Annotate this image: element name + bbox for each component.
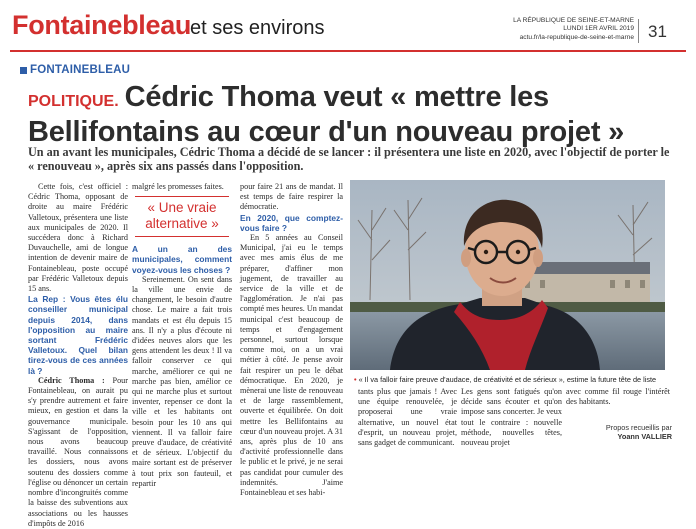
signature-label: Propos recueillis par bbox=[605, 423, 672, 432]
publication-date: LUNDI 1ER AVRIL 2019 bbox=[563, 25, 634, 33]
author-name: Yoann VALLIER bbox=[617, 432, 672, 441]
page-header bbox=[0, 0, 696, 52]
answer-1 bbox=[28, 376, 128, 529]
caption-text: « Il va falloir faire preuve d'audace, de créativité et de sérieux », estime la future tête de liste bbox=[358, 375, 657, 384]
speaker-name: Cédric Thoma : bbox=[38, 375, 105, 385]
continuation-text: malgré les promesses faites. bbox=[132, 182, 224, 191]
section-square-icon bbox=[20, 67, 27, 74]
masthead-subtitle: et ses environs bbox=[190, 17, 325, 39]
article-kicker: POLITIQUE. bbox=[28, 93, 119, 110]
caption-bullet-icon: • bbox=[354, 375, 357, 384]
answer-2: Sereinement. On sent dans la ville une envie de changement, le besoin d'autre chose. Le maire a fait trois mandats et est élu depuis 15 ans. Il n'y a plus d'écoute ni d'idées neuves alors que les gens attendent les deux ! Il va falloir conserver ce qui marche, améliorer ce qui ne marche pas bien, amélior ce qui ne marche plus et surtout inventer, repenser ce dont la ville et les habitants ont besoin pour les 10 ans qui viennent. Il va falloir faire preuve d'audace, de créativité et de sérieux. L'objectif du maire sortant est de préserver à tout prix son fauteuil, et repartir bbox=[132, 274, 232, 488]
article-column-4 bbox=[358, 387, 457, 448]
column-6-text: avec comme fil rouge l'intérêt des habitants. bbox=[566, 387, 670, 407]
article-column-2 bbox=[132, 182, 232, 489]
intertitle-box: « Une vraie alternative » bbox=[135, 196, 229, 237]
headline-text: Cédric Thoma veut « mettre les Bellifontains au cœur d'un nouveau projet » bbox=[28, 81, 625, 148]
publication-name: LA RÉPUBLIQUE DE SEINE-ET-MARNE bbox=[513, 17, 634, 24]
question-1: La Rep : Vous êtes élu conseiller municipal depuis 2014, dans l'opposition au maire sortant Frédéric Valletoux. Quel bilan tirez-vous de ces années là ? bbox=[28, 294, 128, 376]
answer-3: En 5 années au Conseil Municipal, j'ai eu le temps avec mes amis élus de me préparer, d'affiner mon jugement, de travailler au service de la ville et de l'agglomération. Je n'ai pas compté mes heures. Un mandat municipal c'est beaucoup de temps et d'engagement personnel, surtout lorsque comme moi, on a un vrai métier à côté. Je pense avoir fait respirer un peu le débat démocratique. En 2020, je mènerai une liste de renouveau et de large rassemblement, ouverte et équilibrée. On doit mettre les Bellifontains au cœur d'un nouveau projet. A 31 ans, après plus de 10 ans d'activité professionnelle dans le public et le privé, je ne serai pas candidat pour cumuler des indemnités. J'aime Fontainebleau et ses habi- bbox=[240, 233, 343, 498]
portrait-photo bbox=[350, 180, 665, 370]
header-divider bbox=[638, 19, 639, 43]
article-column-6 bbox=[566, 387, 670, 407]
page-number: 31 bbox=[648, 22, 667, 41]
section-tag bbox=[20, 64, 130, 76]
article-column-1 bbox=[28, 182, 128, 529]
publication-url: actu.fr/la-republique-de-seine-et-marne bbox=[519, 33, 634, 41]
photo-caption bbox=[354, 375, 674, 384]
question-2: A un an des municipales, comment voyez-vous les choses ? bbox=[132, 244, 232, 275]
masthead-title: Fontainebleau bbox=[12, 10, 192, 40]
portrait-illustration bbox=[350, 180, 665, 370]
article-column-3 bbox=[240, 182, 343, 498]
publication-info bbox=[513, 17, 634, 42]
column-4-text: tants plus que jamais ! Avec une équipe renouvelée, je proposerai une vraie alternative, un nouvel état d'esprit, un nouveau projet, sans gadget de communicant. bbox=[358, 387, 457, 448]
article-headline bbox=[28, 82, 688, 148]
question-3: En 2020, que comptez-vous faire ? bbox=[240, 212, 343, 233]
section-label: FONTAINEBLEAU bbox=[30, 64, 131, 76]
column-5-text: Les gens sont fatigués qu'on décide sans écouter et qu'on impose sans concerter. Je veux tout le contraire : nouvelle méthode, nouvelles têtes, nouveau projet bbox=[461, 387, 562, 448]
continuation-text: pour faire 21 ans de mandat. Il est temps de faire respirer la démocratie. bbox=[240, 182, 343, 212]
article-column-5 bbox=[461, 387, 562, 448]
header-rule bbox=[10, 50, 686, 52]
intro-paragraph: Cette fois, c'est officiel : Cédric Thoma, opposant de droite au maire Frédéric Valletoux, présentera une liste aux municipales de 2020. Il succédera donc à Richard Duvauchelle, ami de longue intention de devenir maire de Fontainebleau, poste occupé par Frédéric Valletoux depuis 15 ans. bbox=[28, 182, 128, 294]
article-lead: Un an avant les municipales, Cédric Thoma a décidé de se lancer : il présentera une liste en 2020, avec l'objectif de porter le « renouveau », après six ans passés dans l'opposition. bbox=[28, 145, 670, 174]
answer-1-text: Pour Fontainebleau, on aurait pu s'y prendre autrement et faire mieux, en gestion et dans la gouvernance municipale. S'agissant de l'opposition, nous avons beaucoup travaillé. Nous connaissons les dossiers, nous avons soutenu des dossiers comme l'église ou dénoncer un certain nombre d'incongruités comme la baisse des subventions aux associations ou les hausses d'impôts de 2016 bbox=[28, 375, 128, 528]
author-signature bbox=[606, 423, 672, 441]
